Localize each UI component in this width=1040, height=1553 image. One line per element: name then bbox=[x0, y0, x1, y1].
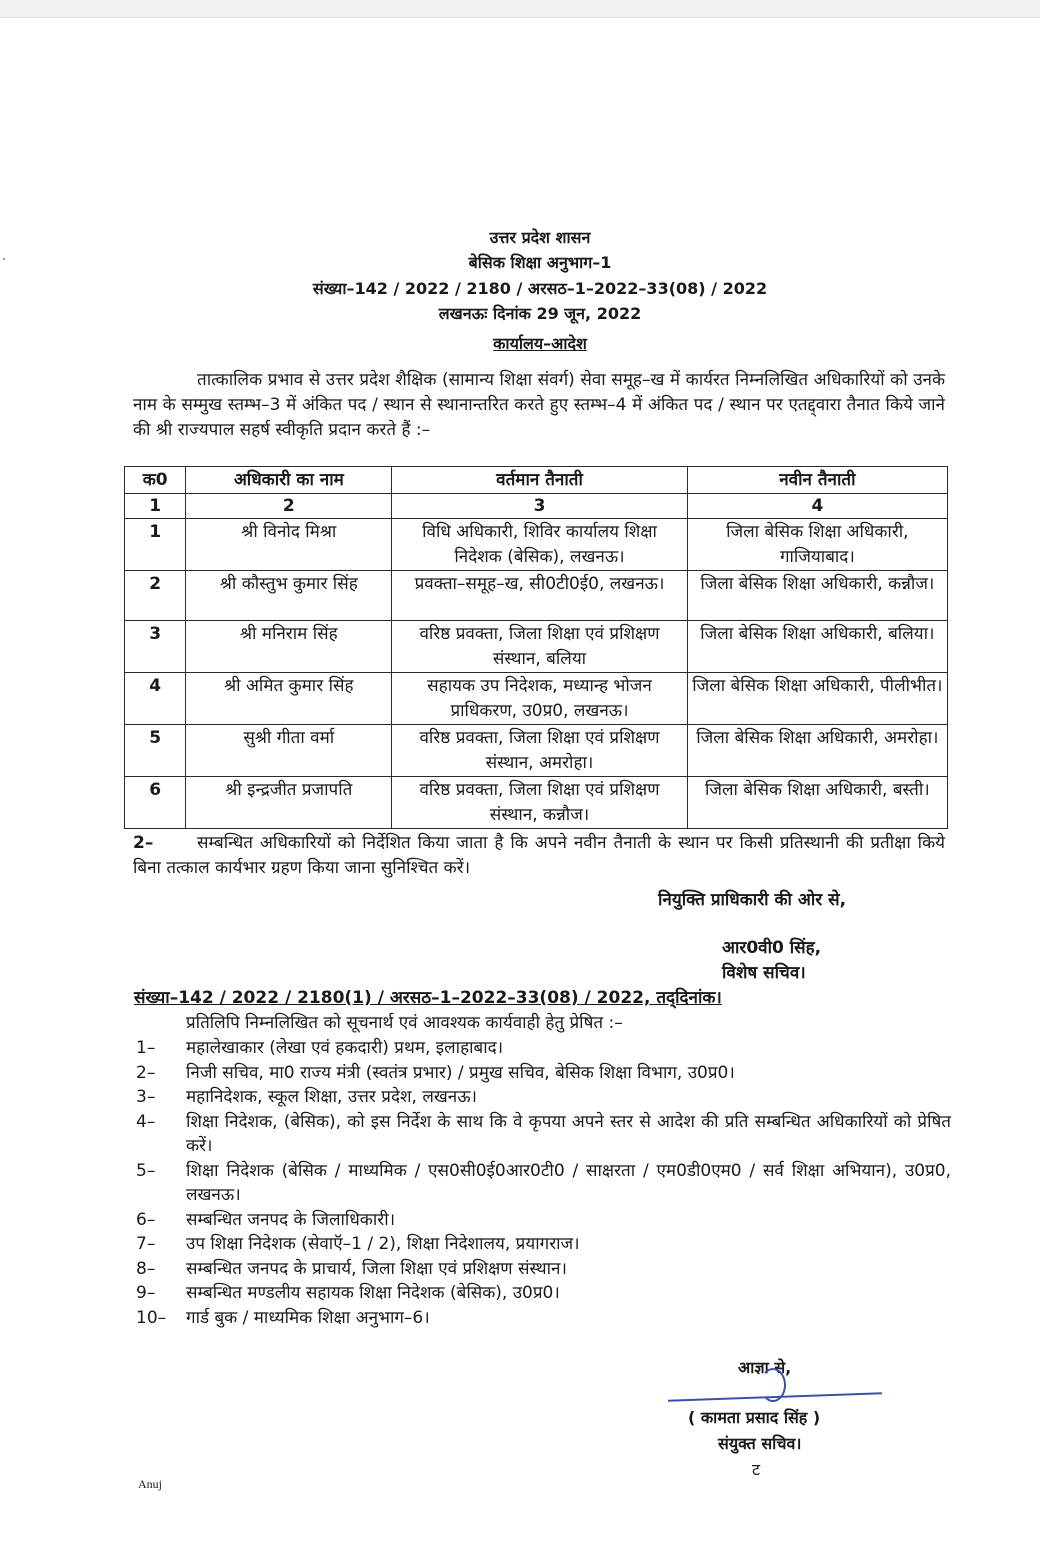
current-posting-cell: वरिष्ठ प्रवक्ता, जिला शिक्षा एवं प्रशिक्षण संस्थान, बलिया bbox=[392, 621, 687, 673]
list-item-number: 7– bbox=[136, 1234, 156, 1254]
clause-2-text: सम्बन्धित अधिकारियों को निर्देशित किया जाता है कि अपने नवीन तैनाती के स्थान पर किसी प्रतिस्थानी की प्रतीक्षा किये बिना तत्काल कार्यभार ग्रहण किया जाना सुनिश्चित करें। bbox=[133, 833, 945, 878]
list-item-text: महानिदेशक, स्कूल शिक्षा, उत्तर प्रदेश, लखनऊ। bbox=[186, 1087, 477, 1107]
section-heading: बेसिक शिक्षा अनुभाग–1 bbox=[468, 253, 612, 272]
table-row bbox=[125, 571, 948, 621]
officer-name-cell: श्री मनिराम सिंह bbox=[186, 621, 392, 673]
list-item bbox=[136, 1085, 951, 1110]
order-title bbox=[0, 331, 1040, 356]
list-item-text: शिक्षा निदेशक, (बेसिक), को इस निर्देश के साथ कि वे कृपया अपने स्तर से आदेश की प्रति सम्बन्धित अधिकारियों को प्रेषित करें। bbox=[186, 1111, 951, 1156]
list-item-text: उप शिक्षा निदेशक (सेवाऍ–1 / 2), शिक्षा निदेशालय, प्रयागराज। bbox=[186, 1234, 580, 1254]
list-item-text: निजी सचिव, मा0 राज्य मंत्री (स्वतंत्र प्रभार) / प्रमुख सचिव, बेसिक शिक्षा विभाग, उ0प्र0। bbox=[186, 1062, 735, 1083]
header-current-posting: वर्तमान तैनाती bbox=[392, 467, 687, 494]
list-item-text: सम्बन्धित जनपद के जिलाधिकारी। bbox=[186, 1209, 396, 1230]
list-item-number: 8– bbox=[136, 1258, 156, 1279]
list-item bbox=[136, 1232, 951, 1257]
signatory-name: आर0वी0 सिंह, bbox=[722, 938, 822, 958]
list-item-number: 10– bbox=[136, 1307, 167, 1328]
new-posting-cell: जिला बेसिक शिक्षा अधिकारी, बस्ती। bbox=[687, 777, 947, 829]
column-number: 1 bbox=[125, 494, 186, 519]
table-row bbox=[125, 725, 948, 777]
list-item-number: 9– bbox=[136, 1283, 156, 1303]
place-date: लखनऊः दिनांक 29 जून, 2022 bbox=[438, 304, 642, 323]
column-number: 2 bbox=[186, 494, 392, 519]
by-order-line: आज्ञा से, bbox=[738, 1358, 792, 1377]
new-posting-cell: जिला बेसिक शिक्षा अधिकारी, पीलीभीत। bbox=[687, 673, 947, 725]
table-row bbox=[125, 519, 948, 571]
officer-name-cell: श्री अमित कुमार सिंह bbox=[186, 673, 392, 725]
current-posting-cell: विधि अधिकारी, शिविर कार्यालय शिक्षा निदेशक (बेसिक), लखनऊ। bbox=[392, 519, 687, 571]
list-item-number: 1– bbox=[136, 1038, 156, 1058]
list-item-text: महालेखाकार (लेखा एवं हकदारी) प्रथम, इलाहाबाद। bbox=[186, 1038, 504, 1058]
header-serial: क0 bbox=[125, 467, 186, 494]
current-posting-cell: सहायक उप निदेशक, मध्यान्ह भोजन प्राधिकरण, उ0प्र0, लखनऊ। bbox=[392, 673, 687, 725]
on-behalf-line: नियुक्ति प्राधिकारी की ओर से, bbox=[658, 890, 847, 910]
serial-cell: 6 bbox=[125, 777, 186, 829]
column-number: 4 bbox=[687, 494, 947, 519]
initial-mark: ट bbox=[752, 1460, 761, 1479]
officer-name-cell: सुश्री गीता वर्मा bbox=[186, 725, 392, 777]
copy-intro: प्रतिलिपि निम्नलिखित को सूचनार्थ एवं आवश्यक कार्यवाही हेतु प्रेषित :– bbox=[186, 1013, 623, 1033]
list-item-text: शिक्षा निदेशक (बेसिक / माध्यमिक / एस0सी0ई0आर0टी0 / साक्षरता / एम0डी0एम0 / सर्व शिक्षा अभियान), उ0प्र0, लखनऊ। bbox=[186, 1160, 951, 1205]
officer-name-cell: श्री विनोद मिश्रा bbox=[186, 519, 392, 571]
header-officer-name: अधिकारी का नाम bbox=[186, 467, 392, 494]
current-posting-cell: वरिष्ठ प्रवक्ता, जिला शिक्षा एवं प्रशिक्षण संस्थान, कन्नौज। bbox=[392, 777, 687, 829]
table-header-row bbox=[125, 467, 948, 494]
table-row bbox=[125, 673, 948, 725]
serial-cell: 5 bbox=[125, 725, 186, 777]
list-item-text: गार्ड बुक / माध्यमिक शिक्षा अनुभाग–6। bbox=[186, 1307, 430, 1328]
list-item-number: 5– bbox=[136, 1160, 156, 1181]
table-row bbox=[125, 621, 948, 673]
order-title-text: कार्यालय–आदेश bbox=[493, 334, 587, 353]
serial-cell: 4 bbox=[125, 673, 186, 725]
list-item-number: 3– bbox=[136, 1087, 156, 1107]
reference-number: संख्या–142 / 2022 / 2180 / अरसठ–1–2022–33(08) / 2022 bbox=[312, 279, 768, 298]
list-item bbox=[136, 1061, 951, 1086]
column-number: 3 bbox=[392, 494, 687, 519]
new-posting-cell: जिला बेसिक शिक्षा अधिकारी, कन्नौज। bbox=[687, 571, 947, 621]
list-item-number: 4– bbox=[136, 1111, 156, 1132]
list-item bbox=[136, 1281, 951, 1306]
copy-recipients-list bbox=[136, 1036, 951, 1330]
serial-cell: 3 bbox=[125, 621, 186, 673]
officer-name-cell: श्री कौस्तुभ कुमार सिंह bbox=[186, 571, 392, 621]
intro-paragraph: तात्कालिक प्रभाव से उत्तर प्रदेश शैक्षिक (सामान्य शिक्षा संवर्ग) सेवा समूह–ख में कार्यरत निम्नलिखित अधिकारियों को उनके नाम के सम्मुख स्तम्भ–3 में अंकित पद / स्थान से स्थानान्तरित करते हुए स्तम्भ–4 में अंकित पद / स्थान पर एतद्द्वारा तैनात किये जाने की श्री राज्यपाल सहर्ष स्वीकृति प्रदान करते हैं :– bbox=[133, 370, 945, 440]
list-item-text: सम्बन्धित जनपद के प्राचार्य, जिला शिक्षा एवं प्रशिक्षण संस्थान। bbox=[186, 1258, 567, 1279]
current-posting-cell: वरिष्ठ प्रवक्ता, जिला शिक्षा एवं प्रशिक्षण संस्थान, अमरोहा। bbox=[392, 725, 687, 777]
officer-name-cell: श्री इन्द्रजीत प्रजापति bbox=[186, 777, 392, 829]
list-item-number: 6– bbox=[136, 1209, 156, 1230]
final-signatory-name: ( कामता प्रसाद सिंह ) bbox=[688, 1408, 821, 1427]
transfer-table bbox=[124, 466, 948, 829]
list-item-number: 2– bbox=[136, 1062, 156, 1083]
list-item bbox=[136, 1257, 951, 1282]
signatory-designation: विशेष सचिव। bbox=[722, 963, 806, 983]
top-band bbox=[0, 0, 1040, 18]
new-posting-cell: जिला बेसिक शिक्षा अधिकारी, गाजियाबाद। bbox=[687, 519, 947, 571]
list-item bbox=[136, 1159, 951, 1208]
new-posting-cell: जिला बेसिक शिक्षा अधिकारी, अमरोहा। bbox=[687, 725, 947, 777]
current-posting-cell: प्रवक्ता–समूह–ख, सी0टी0ई0, लखनऊ। bbox=[392, 571, 687, 621]
final-signatory-designation: संयुक्त सचिव। bbox=[718, 1434, 802, 1453]
serial-cell: 2 bbox=[125, 571, 186, 621]
copy-reference-number: संख्या–142 / 2022 / 2180(1) / अरसठ–1–2022–33(08) / 2022, तद्‌दिनांक। bbox=[134, 988, 722, 1008]
list-item bbox=[136, 1110, 951, 1159]
list-item bbox=[136, 1208, 951, 1233]
list-item bbox=[136, 1306, 951, 1331]
list-item bbox=[136, 1036, 951, 1061]
table-row bbox=[125, 777, 948, 829]
header-new-posting: नवीन तैनाती bbox=[687, 467, 947, 494]
new-posting-cell: जिला बेसिक शिक्षा अधिकारी, बलिया। bbox=[687, 621, 947, 673]
typist-initials: Anuj bbox=[138, 1477, 162, 1491]
government-heading: उत्तर प्रदेश शासन bbox=[489, 228, 591, 247]
serial-cell: 1 bbox=[125, 519, 186, 571]
column-number-row bbox=[125, 494, 948, 519]
clause-2-number: 2– bbox=[133, 833, 154, 853]
list-item-text: सम्बन्धित मण्डलीय सहायक शिक्षा निदेशक (बेसिक), उ0प्र0। bbox=[186, 1283, 560, 1303]
